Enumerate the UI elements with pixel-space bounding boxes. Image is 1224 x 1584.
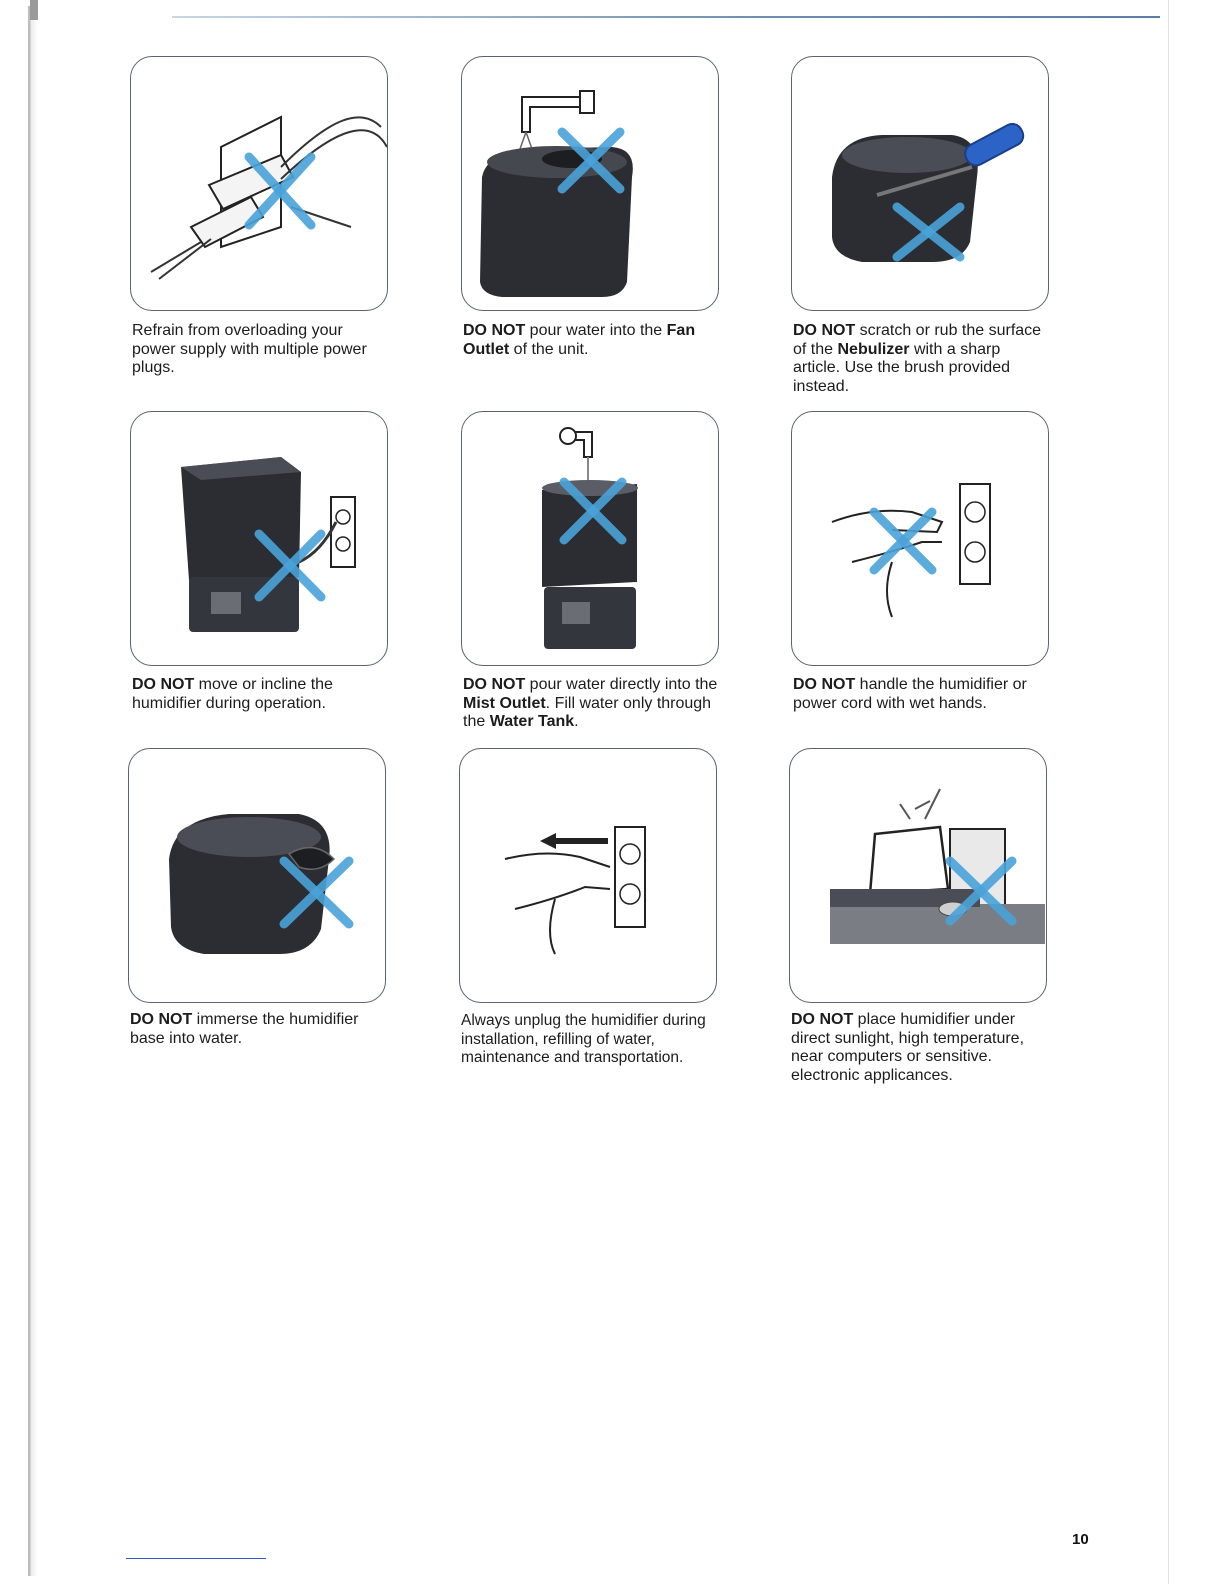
- faucet-on-base-icon: [462, 57, 718, 310]
- faucet-on-humidifier-icon: [462, 412, 718, 665]
- footer-link-underline[interactable]: [126, 1558, 266, 1559]
- humidifier-plugged-icon: [131, 412, 387, 665]
- caption-emphasis: DO NOT: [132, 676, 195, 693]
- unplug-arrow-icon: [460, 749, 716, 1002]
- illustration-frame: [459, 748, 717, 1003]
- caption-emphasis: Mist Outlet: [463, 694, 546, 712]
- caption-emphasis: DO NOT: [793, 676, 856, 693]
- caption-text: with a sharp article. Use the brush provided instead.: [793, 340, 1010, 395]
- plug-overload-icon: [131, 57, 387, 310]
- caption-text: scratch or rub the surface of the: [793, 322, 1042, 358]
- caption-emphasis: DO NOT: [463, 676, 526, 693]
- caption: [791, 1011, 1049, 1085]
- caption-text: . Fill water only through the: [463, 694, 712, 730]
- base-in-water-icon: [129, 749, 385, 1002]
- page-edge: [1168, 0, 1169, 1584]
- illustration-frame: [461, 56, 719, 311]
- caption-text: Refrain from overloading your power supply with multiple power plugs.: [132, 322, 367, 376]
- illustration-frame: [791, 411, 1049, 666]
- caption: [461, 1012, 719, 1068]
- page-number: 10: [1072, 1531, 1089, 1548]
- caption-text: place humidifier under direct sunlight, high temperature, near computers or sensitive. electronic applicances.: [791, 1011, 1025, 1084]
- caption: [132, 676, 390, 713]
- caption-emphasis: Water Tank: [489, 713, 575, 730]
- caption: [463, 322, 721, 359]
- illustration-frame: [128, 748, 386, 1003]
- caption-emphasis: Fan Outlet: [463, 322, 696, 358]
- screwdriver-icon: [792, 57, 1048, 310]
- caption: [463, 676, 721, 732]
- caption-emphasis: DO NOT: [463, 322, 526, 339]
- caption-text: Always unplug the humidifier during installation, refilling of water, maintenance and transportation.: [461, 1012, 706, 1066]
- illustration-frame: [789, 748, 1047, 1003]
- caption-emphasis: DO NOT: [791, 1011, 854, 1028]
- caption: [793, 322, 1051, 396]
- hand-at-socket-icon: [792, 412, 1048, 665]
- illustration-frame: [791, 56, 1049, 311]
- illustration-frame: [461, 411, 719, 666]
- caption: [132, 322, 390, 378]
- caption: [130, 1011, 388, 1048]
- binding-notch: [30, 0, 38, 20]
- caption-text: immerse the humidifier base into water.: [130, 1011, 359, 1047]
- illustration-frame: [130, 56, 388, 311]
- caption-text: pour water directly into the: [525, 676, 718, 693]
- header-rule: [172, 16, 1160, 18]
- caption-emphasis: Nebulizer: [837, 340, 910, 358]
- sun-computer-icon: [790, 749, 1046, 1002]
- caption-text: of the unit.: [509, 340, 589, 358]
- illustration-frame: [130, 411, 388, 666]
- caption-text: .: [574, 713, 579, 730]
- caption-text: handle the humidifier or power cord with wet hands.: [793, 676, 1027, 712]
- caption: [793, 676, 1051, 713]
- binding-edge: [28, 6, 38, 1576]
- caption-emphasis: DO NOT: [793, 322, 856, 339]
- caption-text: pour water into the: [525, 322, 667, 339]
- caption-emphasis: DO NOT: [130, 1011, 193, 1028]
- caption-text: move or incline the humidifier during operation.: [132, 676, 333, 712]
